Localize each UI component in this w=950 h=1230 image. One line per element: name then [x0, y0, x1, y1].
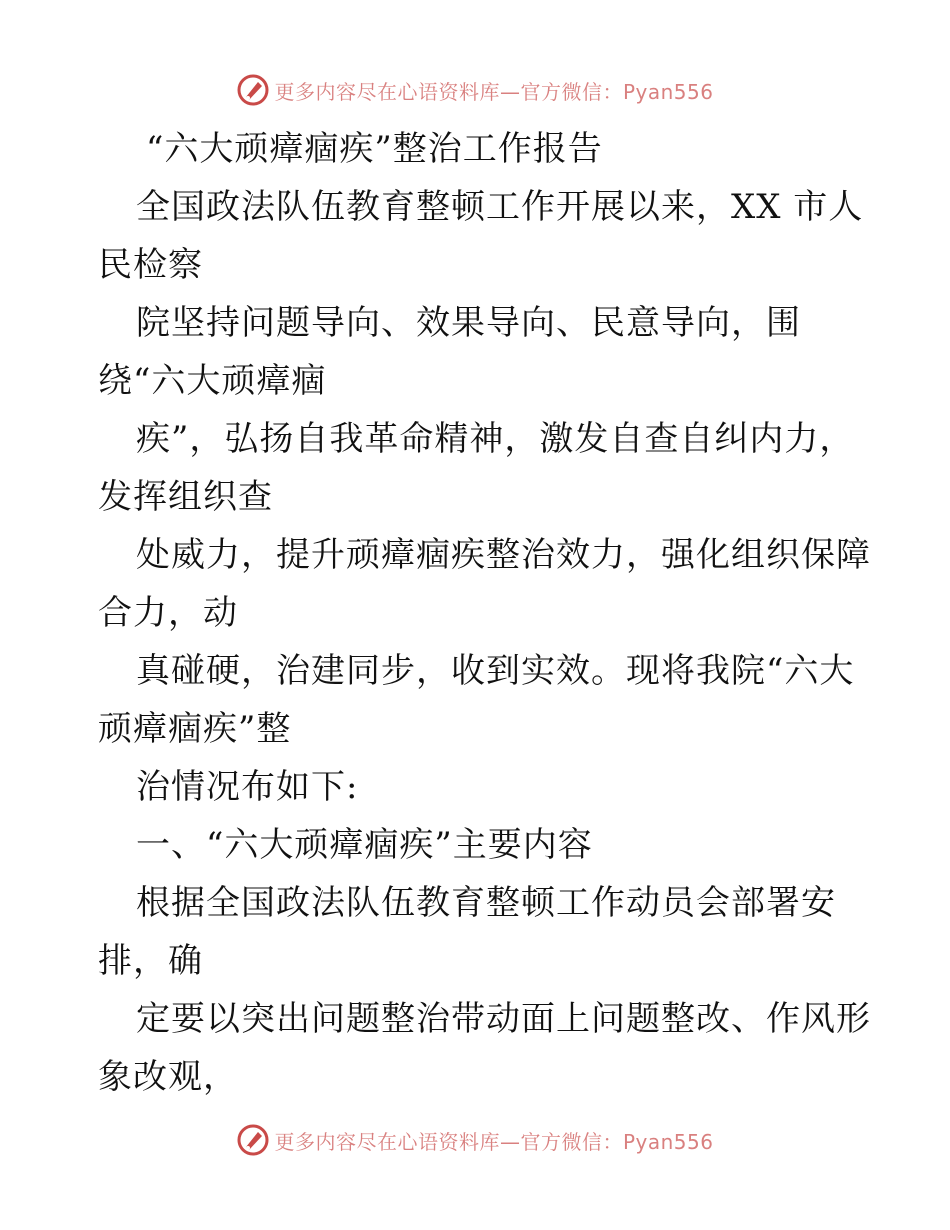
paragraph-line: 疾”，弘扬自我革命精神，激发自查自纠内力，	[136, 419, 855, 459]
section-heading: 一、“六大顽瘴痼疾”主要内容	[136, 825, 593, 865]
paragraph-line: 排，确	[98, 941, 203, 981]
paragraph-line: 真碰硬，治建同步，收到实效。现将我院“六大	[136, 651, 855, 691]
header-watermark-banner	[0, 70, 950, 110]
paragraph-line: 处威力，提升顽瘴痼疾整治效力，强化组织保障	[136, 535, 871, 575]
pen-nib-logo-icon	[236, 1123, 270, 1157]
paragraph-line: 民检察	[98, 245, 203, 285]
document-body	[98, 120, 871, 1106]
paragraph-line: 治情况布如下:	[136, 767, 359, 807]
paragraph-line: 绕“六大顽瘴痼	[98, 361, 327, 401]
watermark-text: 更多内容尽在心语资料库—官方微信：Pyan556	[274, 1129, 714, 1154]
document-title: “六大顽瘴痼疾”整治工作报告	[146, 129, 603, 169]
paragraph-line: 象改观，	[98, 1057, 238, 1097]
pen-nib-logo-icon	[236, 73, 270, 107]
paragraph-line: 顽瘴痼疾”整	[98, 709, 292, 749]
watermark-text: 更多内容尽在心语资料库—官方微信：Pyan556	[274, 79, 714, 104]
paragraph-line: 院坚持问题导向、效果导向、民意导向，围	[136, 303, 801, 343]
paragraph-line: 根据全国政法队伍教育整顿工作动员会部署安	[136, 883, 836, 923]
paragraph-line: 合力，动	[98, 593, 238, 633]
paragraph-line: 定要以突出问题整治带动面上问题整改、作风形	[136, 999, 871, 1039]
paragraph-line: 全国政法队伍教育整顿工作开展以来，XX 市人	[136, 187, 864, 227]
footer-watermark-banner	[0, 1120, 950, 1160]
paragraph-line: 发挥组织查	[98, 477, 273, 517]
